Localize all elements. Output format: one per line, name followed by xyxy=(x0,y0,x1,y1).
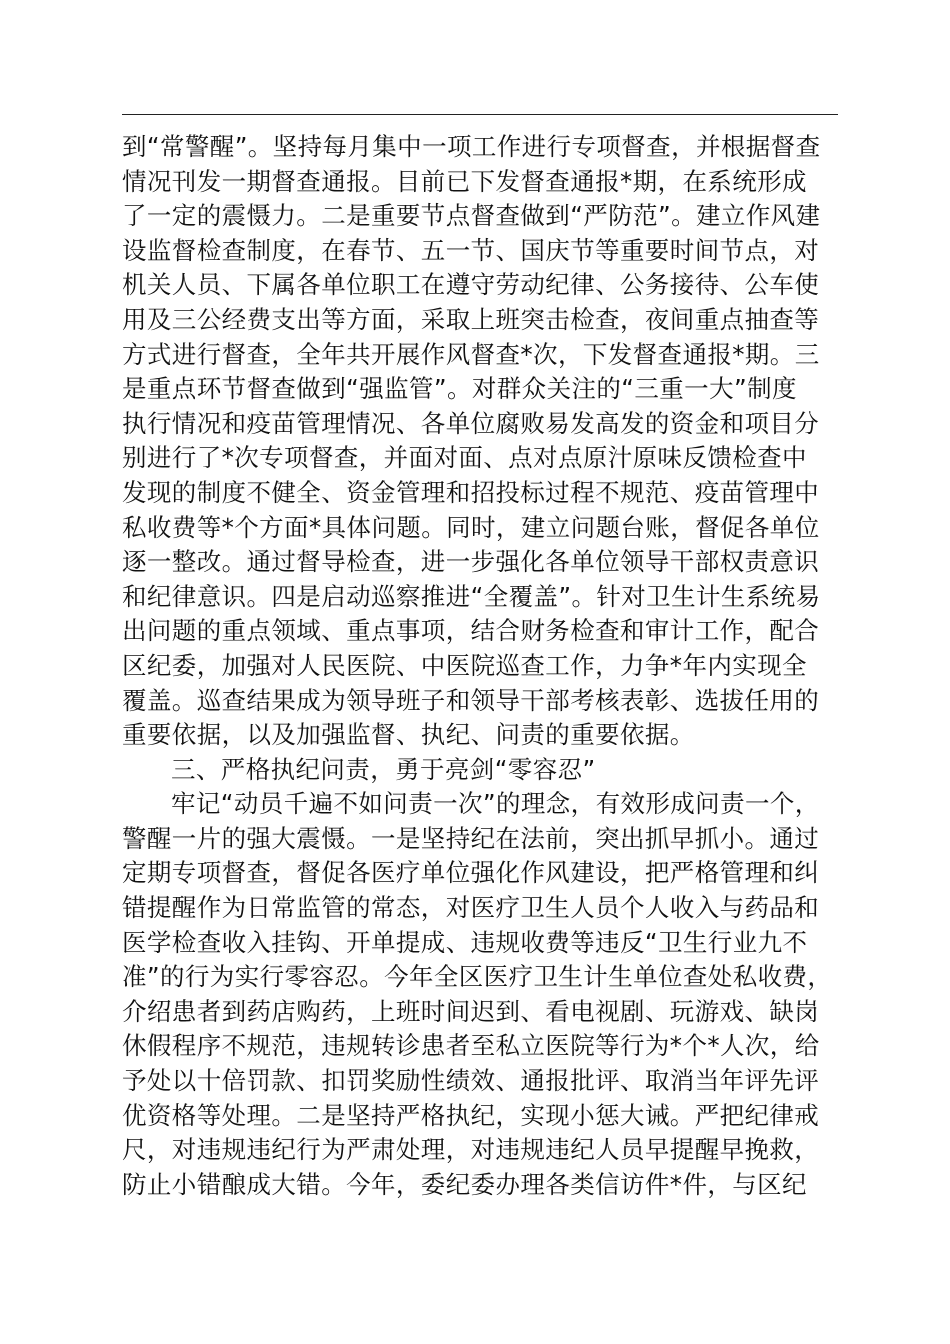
text-line: 予处以十倍罚款、扣罚奖励性绩效、通报批评、取消当年评先评 xyxy=(122,1066,820,1096)
text-line: 出问题的重点领域、重点事项，结合财务检查和审计工作，配合 xyxy=(122,616,820,646)
document-body xyxy=(122,130,842,1202)
text-line: 机关人员、下属各单位职工在遵守劳动纪律、公务接待、公车使 xyxy=(122,270,820,300)
text-line: 区纪委，加强对人民医院、中医院巡查工作，力争*年内实现全 xyxy=(122,650,807,680)
text-line: 逐一整改。通过督导检查，进一步强化各单位领导干部权责意识 xyxy=(122,547,820,577)
text-line: 情况刊发一期督查通报。目前已下发督查通报*期，在系统形成 xyxy=(122,166,807,196)
text-line: 错提醒作为日常监管的常态，对医疗卫生人员个人收入与药品和 xyxy=(122,893,820,923)
paragraph-first-line: 牢记“动员千遍不如问责一次”的理念，有效形成问责一个， xyxy=(171,789,820,819)
text-line: 优资格等处理。二是坚持严格执纪，实现小惩大诫。严把纪律戒 xyxy=(122,1100,820,1130)
text-line: 到“常警醒”。坚持每月集中一项工作进行专项督查，并根据督查 xyxy=(122,132,821,161)
text-line: 执行情况和疫苗管理情况、各单位腐败易发高发的资金和项目分 xyxy=(122,408,820,438)
text-line: 私收费等*个方面*具体问题。同时，建立问题台账，督促各单位 xyxy=(122,512,820,542)
text-line: 准”的行为实行零容忍。今年全区医疗卫生计生单位查处私收费， xyxy=(122,962,833,992)
text-line: 和纪律意识。四是启动巡察推进“全覆盖”。针对卫生计生系统易 xyxy=(122,581,821,611)
text-line: 休假程序不规范，违规转诊患者至私立医院等行为*个*人次，给 xyxy=(122,1031,820,1061)
text-line: 发现的制度不健全、资金管理和招投标过程不规范、疫苗管理中 xyxy=(122,477,820,507)
text-line: 方式进行督查，全年共开展作风督查*次，下发督查通报*期。三 xyxy=(122,339,820,369)
text-line: 医学检查收入挂钩、开单提成、违规收费等违反“卫生行业九不 xyxy=(122,927,808,957)
text-line: 警醒一片的强大震慑。一是坚持纪在法前，突出抓早抓小。通过 xyxy=(122,823,820,853)
text-line: 覆盖。巡查结果成为领导班子和领导干部考核表彰、选拔任用的 xyxy=(122,685,820,715)
text-line: 是重点环节督查做到“强监管”。对群众关注的“三重一大”制度 xyxy=(122,374,797,404)
text-line: 重要依据，以及加强监督、执纪、问责的重要依据。 xyxy=(122,720,695,750)
text-line: 防止小错酿成大错。今年，委纪委办理各类信访件*件，与区纪 xyxy=(122,1169,807,1199)
text-line: 设监督检查制度，在春节、五一节、国庆节等重要时间节点，对 xyxy=(122,235,820,265)
text-line: 尺，对违规违纪行为严肃处理，对违规违纪人员早提醒早挽救， xyxy=(122,1135,820,1165)
text-line: 定期专项督查，督促各医疗单位强化作风建设，把严格管理和纠 xyxy=(122,858,820,888)
section-heading: 三、严格执纪问责，勇于亮剑“零容忍” xyxy=(171,754,596,784)
text-line: 了一定的震慑力。二是重要节点督查做到“严防范”。建立作风建 xyxy=(122,201,821,231)
text-line: 别进行了*次专项督查，并面对面、点对点原汁原味反馈检查中 xyxy=(122,443,807,473)
text-line: 介绍患者到药店购药，上班时间迟到、看电视剧、玩游戏、缺岗 xyxy=(122,996,820,1026)
text-line: 用及三公经费支出等方面，采取上班突击检查，夜间重点抽查等 xyxy=(122,304,820,334)
header-rule xyxy=(122,114,838,115)
